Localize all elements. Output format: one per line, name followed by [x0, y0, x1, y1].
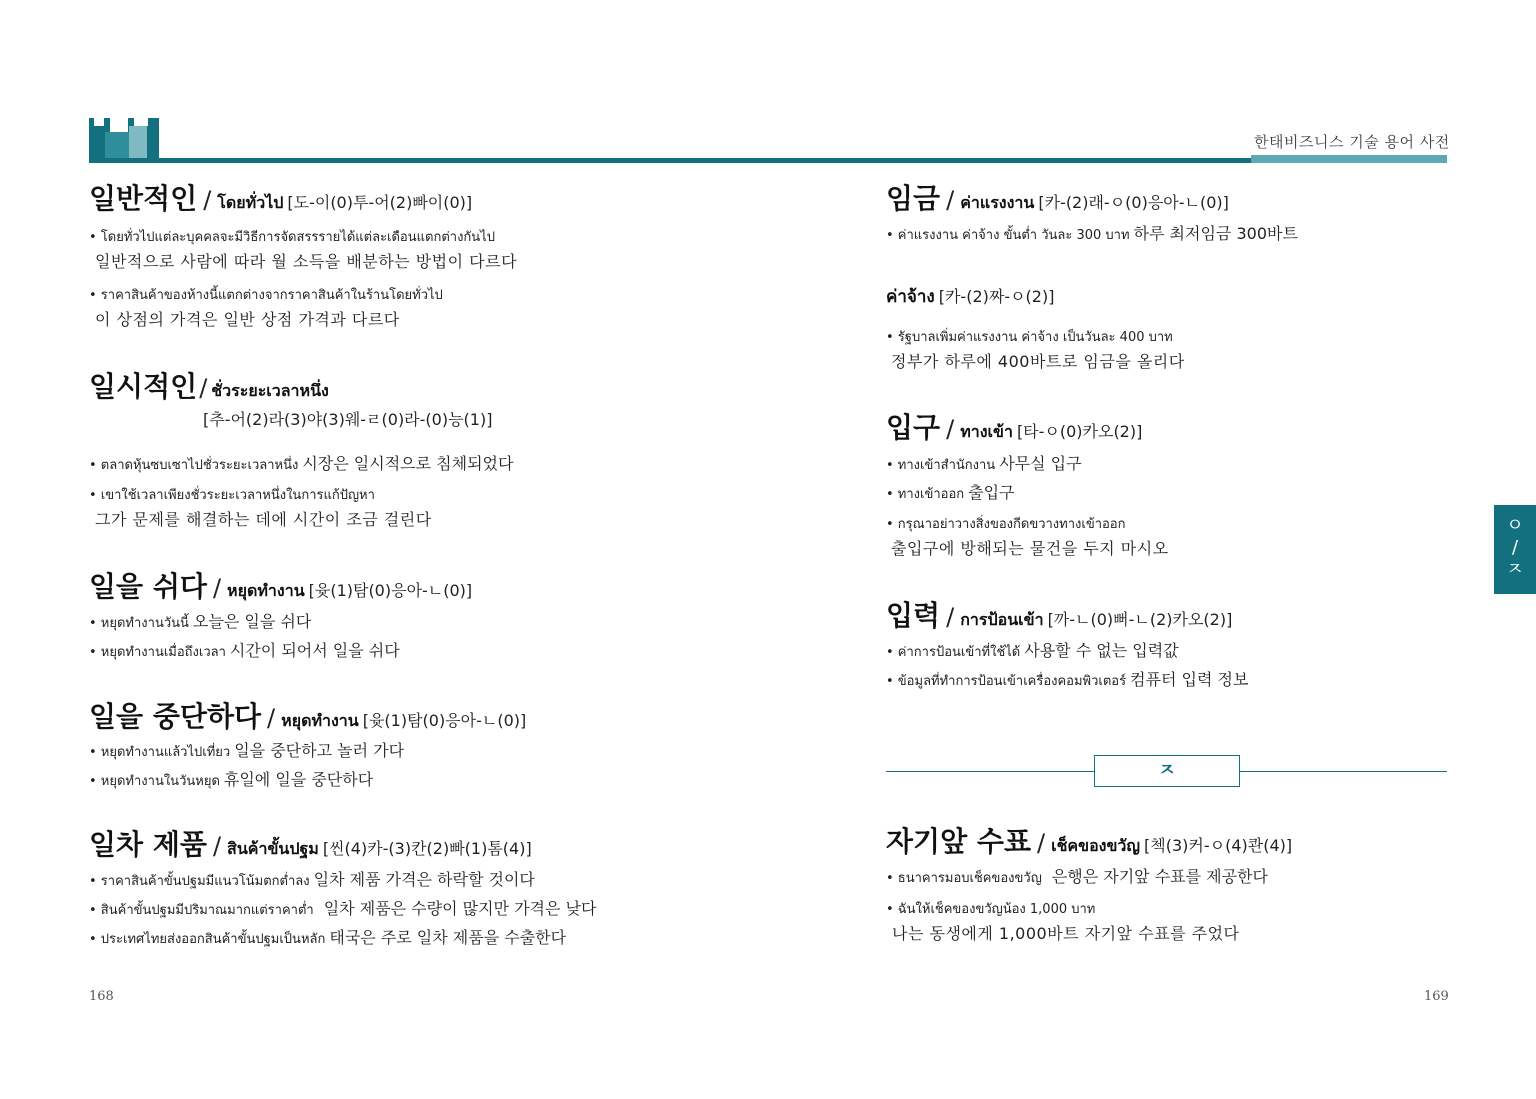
example-thai: • ราคาสินค้าของห้างนี้แตกต่างจากราคาสินค้าในร้านโดยทั่วไป	[89, 288, 443, 303]
example-line	[89, 767, 373, 791]
entry-heading: 일시적인/ ชั่วระยะเวลาหนึ่ง	[89, 370, 329, 403]
example-korean: 일차 제품은 수량이 많지만 가격은 낮다	[323, 899, 597, 918]
example-korean: 사무실 입구	[999, 454, 1082, 473]
entry-heading: 일반적인 / โดยทั่วไป [도-이(0)투-어(2)빠이(0)]	[89, 182, 473, 215]
example-thai: • ข้อมูลที่ทำการป้อนเข้าเครื่องคอมพิวเตอร์	[886, 674, 1127, 689]
entry-heading: 일을 쉬다 / หยุดทำงาน [윳(1)탐(0)응아-ㄴ(0)]	[89, 570, 473, 603]
entry-heading: 입력 / การป้อนเข้า [까-ㄴ(0)뻐-ㄴ(2)카오(2)]	[886, 599, 1233, 632]
entry-pronunciation: [까-ㄴ(0)뻐-ㄴ(2)카오(2)]	[1047, 610, 1233, 629]
example-korean: 은행은 자기앞 수표를 제공한다	[1051, 867, 1268, 886]
example-line	[89, 896, 596, 920]
example-thai: • หยุดทำงานในวันหยุด	[89, 774, 220, 789]
entry-korean: 일반적인	[89, 182, 198, 215]
example-thai: • ประเทศไทยส่งออกสินค้าขั้นปฐมเป็นหลัก	[89, 932, 326, 947]
entry-heading: 임금 / ค่าแรงงาน [카-(2)래-ㅇ(0)응아-ㄴ(0)]	[886, 182, 1229, 215]
example-korean: 일차 제품 가격은 하락할 것이다	[313, 870, 535, 889]
entry-korean: 일을 쉬다	[89, 570, 207, 603]
entry-pronunciation: [씬(4)카-(3)칸(2)빠(1)톰(4)]	[322, 839, 532, 858]
example-thai: • ตลาดหุ้นซบเซาไปชั่วระยะเวลาหนึ่ง	[89, 458, 299, 473]
sub-entry-thai: ค่าจ้าง	[886, 287, 935, 307]
example-thai: • ค่าแรงงาน ค่าจ้าง ขั้นต่ำ วันละ 300 บาท	[886, 228, 1130, 243]
entry-thai: หยุดทำงาน	[227, 581, 305, 600]
sub-entry-heading	[886, 283, 1054, 310]
entry-pronunciation: [추-어(2)라(3)야(3)웨-ㄹ(0)라-(0)능(1)]	[203, 410, 493, 429]
example-korean: 하루 최저임금 300바트	[1133, 224, 1298, 243]
example-thai: • หยุดทำงานเมื่อถึงเวลา	[89, 645, 226, 660]
example-thai: • ราคาสินค้าขั้นปฐมมีแนวโน้มตกต่ำลง	[89, 874, 310, 889]
entry-pronunciation-line	[203, 407, 492, 430]
example-korean: 휴일에 일을 중단하다	[223, 770, 374, 789]
entry-heading: 입구 / ทางเข้า [타-ㅇ(0)카오(2)]	[886, 411, 1143, 444]
example-korean: 출입구에 방해되는 물건을 두지 마시오	[891, 539, 1169, 558]
example-line	[886, 667, 1248, 691]
example-line	[89, 638, 400, 662]
example-korean: 컴퓨터 입력 정보	[1130, 670, 1249, 689]
example-line	[89, 925, 566, 949]
book-title: 한태비즈니스 기술 용어 사전	[1254, 133, 1450, 151]
example-thai: • เขาใช้เวลาเพียงชั่วระยะเวลาหนึ่งในการแก้ปัญหา	[89, 488, 375, 503]
example-thai: • กรุณาอย่าวางสิ่งของกีดขวางทางเข้าออก	[886, 517, 1126, 532]
example-thai: • หยุดทำงานวันนี้	[89, 616, 189, 631]
entry-korean: 일시적인	[89, 370, 198, 403]
example-line	[89, 451, 513, 475]
example-korean: 정부가 하루에 400바트로 임금을 올리다	[891, 352, 1185, 371]
example-korean: 일을 중단하고 놀러 가다	[234, 741, 405, 760]
example-line	[886, 451, 1082, 475]
example-korean: 그가 문제를 해결하는 데에 시간이 조금 걸린다	[95, 510, 432, 529]
entry-pronunciation: [카-(2)짜-ㅇ(2)]	[938, 287, 1055, 306]
book-title-underline	[1251, 155, 1447, 163]
entry-korean: 임금	[886, 182, 941, 215]
example-line	[886, 638, 1179, 662]
example-thai: • โดยทั่วไปแต่ละบุคคลจะมีวิธีการจัดสรรรายได้แต่ละเดือนแตกต่างกันไป	[89, 230, 495, 245]
entry-heading: 자기앞 수표 / เช็คของขวัญ [첵(3)커-ㅇ(4)콴(4)]	[886, 825, 1293, 858]
entry-pronunciation: [윳(1)탐(0)응아-ㄴ(0)]	[308, 581, 473, 600]
entry-thai: โดยทั่วไป	[217, 193, 284, 212]
example-thai: • หยุดทำงานแล้วไปเที่ยว	[89, 745, 231, 760]
example-korean: 나는 동생에게 1,000바트 자기앞 수표를 주었다	[892, 924, 1240, 943]
example-korean: 이 상점의 가격은 일반 상점 가격과 다르다	[95, 310, 400, 329]
page-number-right: 169	[1424, 989, 1449, 1004]
example-thai: • ทางเข้าออก	[886, 487, 965, 502]
index-tab-bottom: ㅈ	[1506, 559, 1524, 580]
entry-thai: การป้อนเข้า	[960, 610, 1044, 629]
example-thai: • สินค้าขั้นปฐมมีปริมาณมากแต่ราคาต่ำ	[89, 903, 314, 918]
entry-korean: 입력	[886, 599, 941, 632]
entry-heading: 일차 제품 / สินค้าขั้นปฐม [씬(4)카-(3)칸(2)빠(1)톰(4)]	[89, 828, 532, 861]
entry-korean: 일차 제품	[89, 828, 207, 861]
example-line	[886, 480, 1015, 504]
example-korean: 시장은 일시적으로 침체되었다	[302, 454, 514, 473]
example-thai: • ธนาคารมอบเช็คของขวัญ	[886, 871, 1042, 886]
entry-heading: 일을 중단하다 / หยุดทำงาน [윳(1)탐(0)응아-ㄴ(0)]	[89, 700, 527, 733]
example-thai: • ฉันให้เช็คของขวัญน้อง 1,000 บาท	[886, 902, 1096, 917]
entry-thai: สินค้าขั้นปฐม	[227, 839, 319, 858]
example-korean: 사용할 수 없는 입력값	[1024, 641, 1179, 660]
section-divider-left	[886, 771, 1094, 772]
header-rule	[89, 158, 1447, 163]
example-thai: • รัฐบาลเพิ่มค่าแรงงาน ค่าจ้าง เป็นวันละ 400 บาท	[886, 330, 1173, 345]
entry-thai: ค่าแรงงาน	[960, 193, 1035, 212]
entry-pronunciation: [윳(1)탐(0)응아-ㄴ(0)]	[362, 711, 527, 730]
example-korean: 태국은 주로 일차 제품을 수출한다	[329, 928, 567, 947]
example-thai: • ทางเข้าสำนักงาน	[886, 458, 996, 473]
entry-pronunciation: [타-ㅇ(0)카오(2)]	[1016, 422, 1143, 441]
index-tab-separator: /	[1511, 537, 1519, 558]
example-line	[89, 738, 404, 762]
page-number-left: 168	[89, 989, 114, 1004]
example-korean: 오늘은 일을 쉬다	[192, 612, 312, 631]
example-line	[89, 609, 311, 633]
entry-korean: 일을 중단하다	[89, 700, 262, 733]
entry-thai: หยุดทำงาน	[281, 711, 359, 730]
entry-korean: 입구	[886, 411, 941, 444]
entry-pronunciation: [첵(3)커-ㅇ(4)콴(4)]	[1144, 836, 1293, 855]
entry-thai: ชั่วระยะเวลาหนึ่ง	[211, 381, 329, 400]
entry-thai: ทางเข้า	[960, 422, 1013, 441]
example-line	[89, 867, 535, 891]
index-tab[interactable]	[1494, 505, 1536, 594]
entry-pronunciation: [도-이(0)투-어(2)빠이(0)]	[287, 193, 473, 212]
example-korean: 시간이 되어서 일을 쉬다	[229, 641, 400, 660]
example-line	[886, 221, 1298, 245]
entry-thai: เช็คของขวัญ	[1051, 836, 1141, 855]
example-korean: 출입구	[968, 483, 1015, 502]
section-divider-right	[1240, 771, 1447, 772]
section-marker: ㅈ	[1094, 755, 1240, 787]
entry-korean: 자기앞 수표	[886, 825, 1031, 858]
index-tab-top: ㅇ	[1506, 515, 1524, 536]
example-thai: • ค่าการป้อนเข้าที่ใช้ได้	[886, 645, 1021, 660]
entry-pronunciation: [카-(2)래-ㅇ(0)응아-ㄴ(0)]	[1038, 193, 1229, 212]
example-line	[886, 864, 1268, 888]
example-korean: 일반적으로 사람에 따라 월 소득을 배분하는 방법이 다르다	[95, 252, 518, 271]
